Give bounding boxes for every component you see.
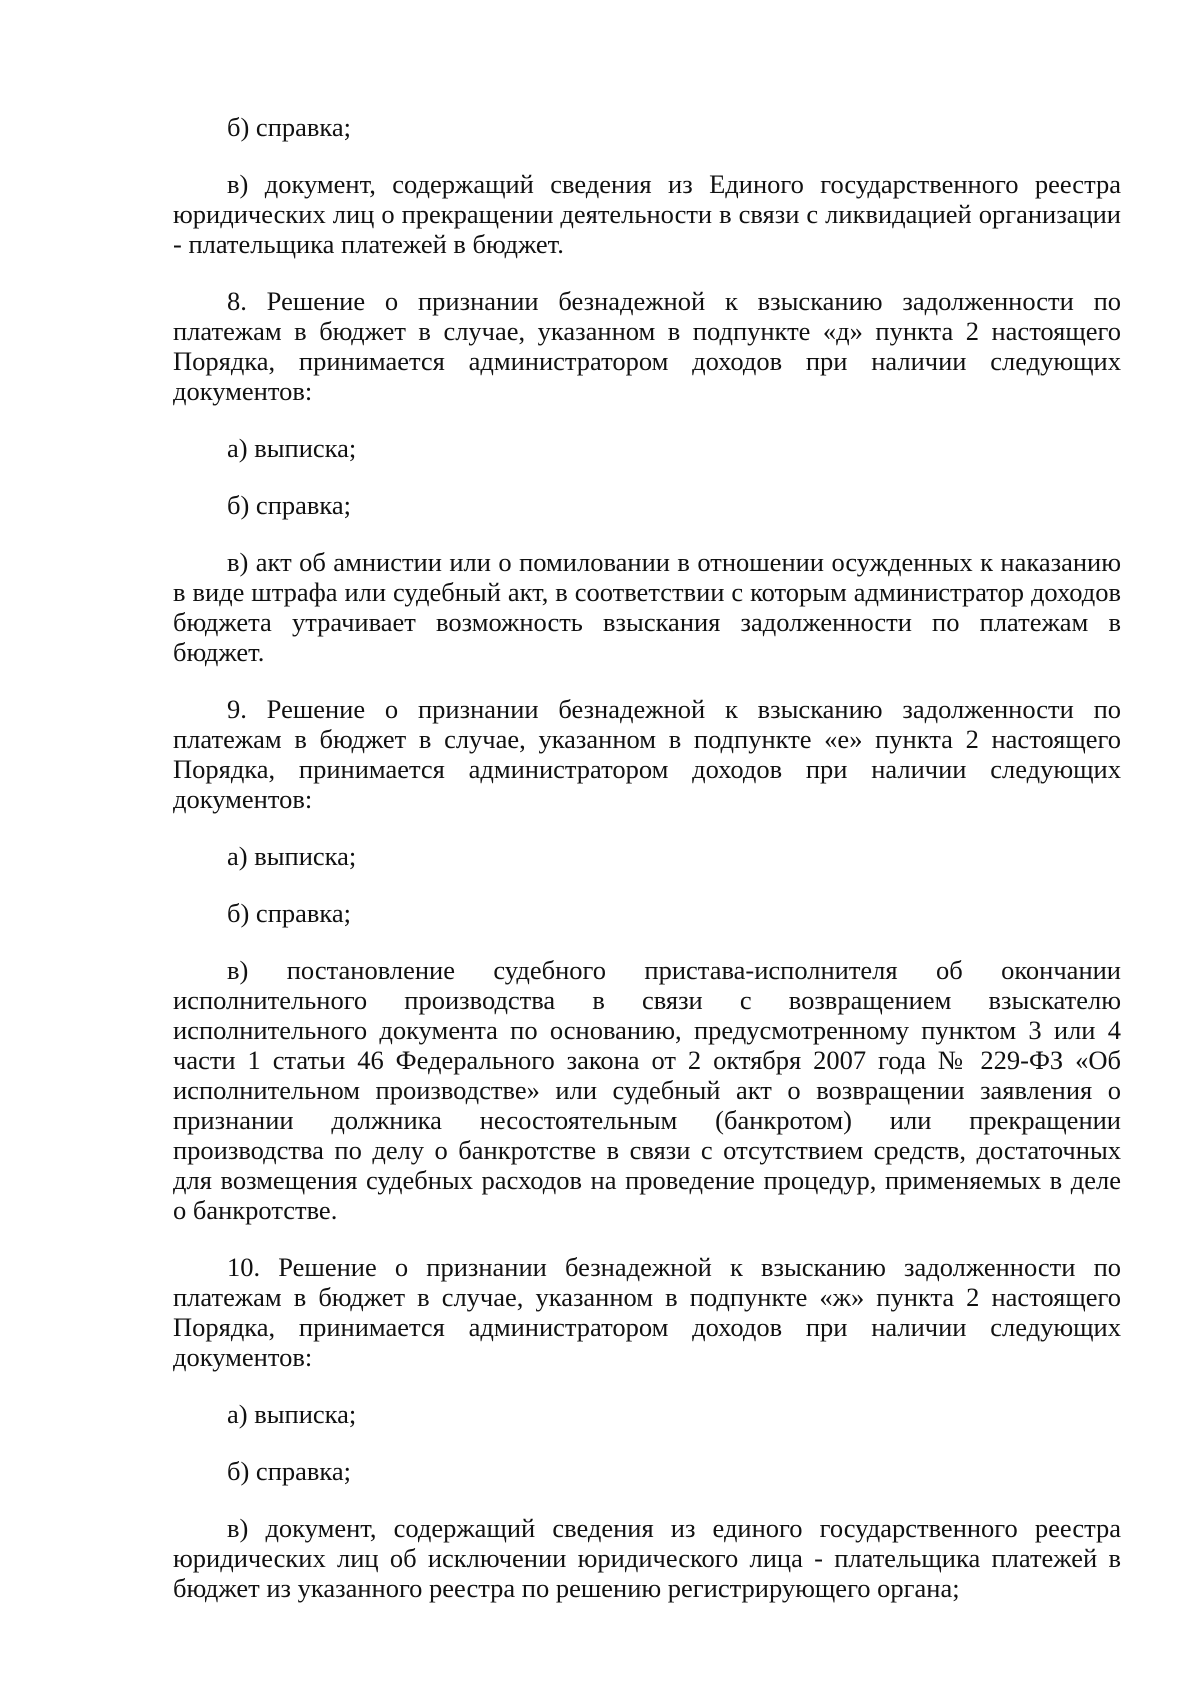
paragraph-clause-8: 8. Решение о признании безнадежной к взысканию задолженности по платежам в бюджет в случае, указанном в подпункте «д» пункта 2 настоящего Порядка, принимается администратором доходов при наличии следующих документов: <box>173 286 1121 406</box>
paragraph-item-a-vypiska: а) выписка; <box>227 841 357 871</box>
paragraph-item-v-bailiff-resolution: в) постановление судебного пристава-исполнителя об окончании исполнительного производства в связи с возвращением взыскателю исполнительного документа по основанию, предусмотренному пунктом 3 или 4 части 1 статьи 46 Федерального закона от 2 октября 2007 года № 229-ФЗ «Об исполнительном производстве» или судебный акт о возвращении заявления о признании должника несостоятельным (банкротом) или прекращении производства по делу о банкротстве в связи с отсутствием средств, достаточных для возмещения судебных расходов на проведение процедур, применяемых в деле о банкротстве. <box>173 955 1121 1225</box>
paragraph-item-b-spravka: б) справка; <box>227 1456 351 1486</box>
paragraph-item-v-egrul-liquidation: в) документ, содержащий сведения из Единого государственного реестра юридических лиц о прекращении деятельности в связи с ликвидацией организации - плательщика платежей в бюджет. <box>173 169 1121 259</box>
paragraph-item-a-vypiska: а) выписка; <box>227 433 357 463</box>
paragraph-clause-9: 9. Решение о признании безнадежной к взысканию задолженности по платежам в бюджет в случае, указанном в подпункте «е» пункта 2 настоящего Порядка, принимается администратором доходов при наличии следующих документов: <box>173 694 1121 814</box>
paragraph-item-b-spravka: б) справка; <box>227 490 351 520</box>
paragraph-item-v-egrul-exclusion: в) документ, содержащий сведения из единого государственного реестра юридических лиц об исключении юридического лица - плательщика платежей в бюджет из указанного реестра по решению регистрирующего органа; <box>173 1513 1121 1603</box>
document-page <box>173 112 1121 1603</box>
paragraph-clause-10: 10. Решение о признании безнадежной к взысканию задолженности по платежам в бюджет в случае, указанном в подпункте «ж» пункта 2 настоящего Порядка, принимается администратором доходов при наличии следующих документов: <box>173 1252 1121 1372</box>
paragraph-item-b-spravka: б) справка; <box>227 898 351 928</box>
paragraph-item-v-amnesty-act: в) акт об амнистии или о помиловании в отношении осужденных к наказанию в виде штрафа или судебный акт, в соответствии с которым администратор доходов бюджета утрачивает возможность взыскания задолженности по платежам в бюджет. <box>173 547 1121 667</box>
paragraph-item-a-vypiska: а) выписка; <box>227 1399 357 1429</box>
paragraph-item-b-spravka: б) справка; <box>227 112 351 142</box>
